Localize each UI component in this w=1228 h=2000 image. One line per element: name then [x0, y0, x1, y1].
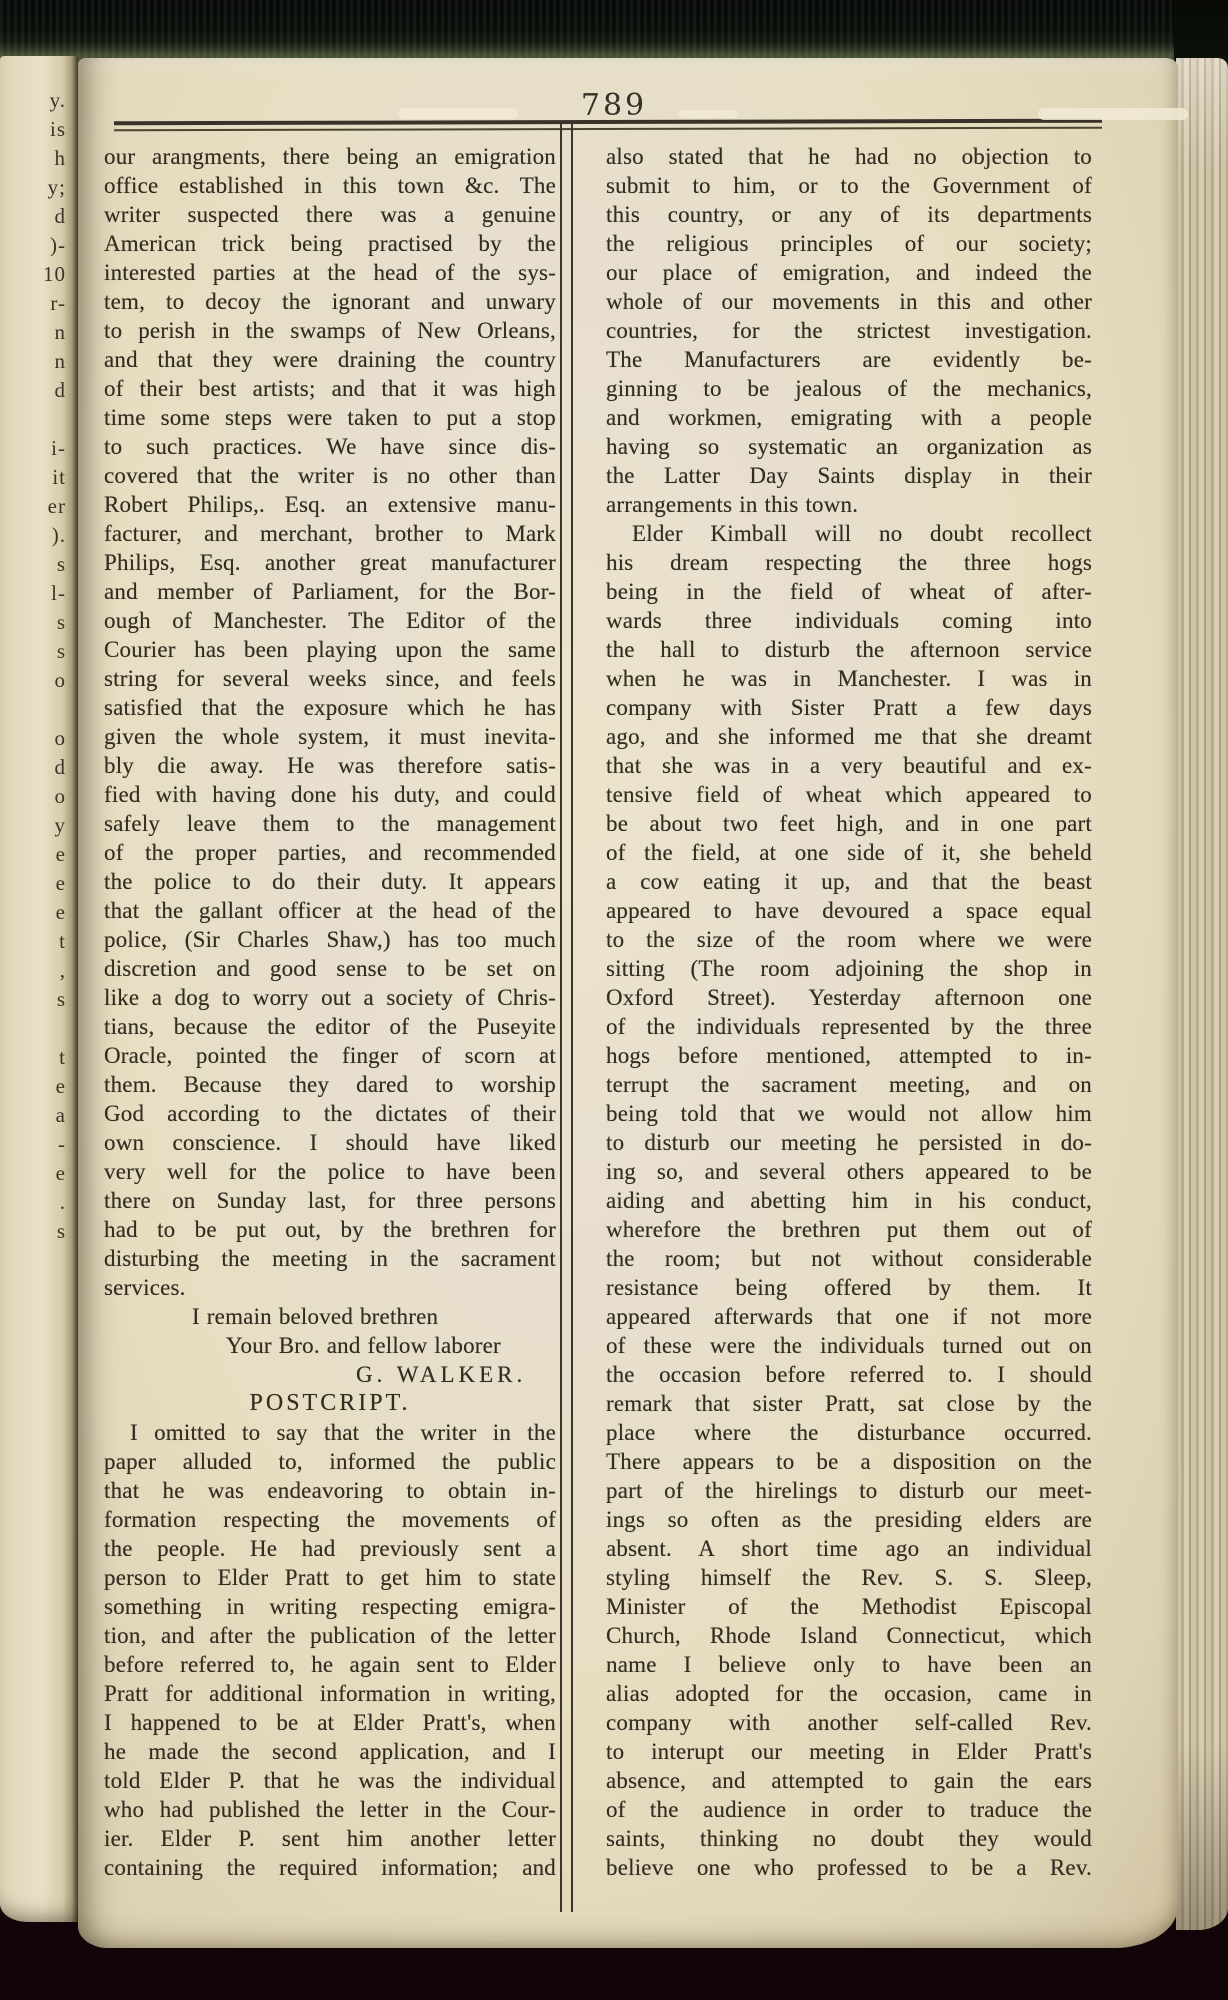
facing-page-text-fragments	[0, 56, 78, 1333]
text-line: d	[54, 378, 66, 402]
text-line: our place of emigration, and indeed the	[606, 260, 1092, 285]
text-line: e	[55, 1074, 66, 1098]
text-line: time some steps were taken to put a stop	[104, 405, 556, 430]
page-edge-highlight	[1038, 108, 1188, 120]
text-line: a cow eating it up, and that the beast	[606, 869, 1092, 894]
text-line: o	[54, 784, 66, 808]
text-line: countries, for the strictest investigation.	[606, 318, 1092, 343]
text-line: Philips, Esq. another great manufacturer	[104, 550, 556, 575]
text-line	[0, 1014, 66, 1043]
text-line: string for several weeks since, and feels	[104, 666, 556, 691]
facing-page-edge	[0, 56, 78, 1922]
text-line: the hall to disturb the afternoon service	[606, 637, 1092, 662]
text-line: office established in this town &c. The	[104, 173, 556, 198]
text-line: that she was in a very beautiful and ex-	[606, 753, 1092, 778]
text-line: appeared afterwards that one if not more	[606, 1304, 1092, 1329]
text-line: paper alluded to, informed the public	[104, 1449, 556, 1474]
text-line: absence, and attempted to gain the ears	[606, 1768, 1092, 1793]
header-rule	[114, 119, 1102, 132]
text-line: Robert Philips,. Esq. an extensive manu-	[104, 492, 556, 517]
text-line: Minister of the Methodist Episcopal	[606, 1594, 1092, 1619]
text-line: disturbing the meeting in the sacrament	[104, 1246, 556, 1271]
text-line: tians, because the editor of the Puseyite	[104, 1014, 556, 1039]
book-page	[78, 58, 1178, 1948]
text-line: hogs before mentioned, attempted to in-	[606, 1043, 1092, 1068]
text-line: bly die away. He was therefore satis-	[104, 753, 556, 778]
text-line: of their best artists; and that it was high	[104, 376, 556, 401]
text-line: aiding and abetting him in his conduct,	[606, 1188, 1092, 1213]
page-edge-highlight	[398, 108, 518, 119]
text-line: r-	[50, 291, 66, 315]
text-line: believe one who professed to be a Rev.	[606, 1855, 1092, 1880]
text-line: G. WALKER.	[356, 1362, 527, 1387]
text-line: facturer, and merchant, brother to Mark	[104, 521, 556, 546]
text-line: the religious principles of our society;	[606, 231, 1092, 256]
text-line: writer suspected there was a genuine	[104, 202, 556, 227]
text-line: them. Because they dared to worship	[104, 1072, 556, 1097]
text-line: ough of Manchester. The Editor of the	[104, 608, 556, 633]
text-line: n	[54, 349, 66, 373]
text-line: also stated that he had no objection to	[606, 144, 1092, 169]
text-line: to interupt our meeting in Elder Pratt's	[606, 1739, 1092, 1764]
text-line: 10	[43, 262, 66, 286]
text-line: ings so often as the presiding elders are	[606, 1507, 1092, 1532]
text-line: satisfied that the exposure which he has	[104, 695, 556, 720]
text-line: the people. He had previously sent a	[104, 1536, 556, 1561]
text-line: Your Bro. and fellow laborer	[226, 1333, 501, 1358]
text-line	[0, 1246, 66, 1275]
text-line: I remain beloved brethren	[192, 1304, 439, 1329]
text-line: own conscience. I should have liked	[104, 1130, 556, 1155]
text-line: o	[54, 668, 66, 692]
text-line: i-	[51, 436, 66, 460]
text-line: tensive field of wheat which appeared to	[606, 782, 1092, 807]
text-line: The Manufacturers are evidently be-	[606, 347, 1092, 372]
text-line: fied with having done his duty, and could	[104, 782, 556, 807]
text-line: Courier has been playing upon the same	[104, 637, 556, 662]
text-line: d	[54, 204, 66, 228]
text-line: who had published the letter in the Cour-	[104, 1797, 556, 1822]
text-line: name I believe only to have been an	[606, 1652, 1092, 1677]
text-line: .	[59, 1190, 66, 1214]
text-line: ago, and she informed me that she dreamt	[606, 724, 1092, 749]
text-line: tion, and after the publication of the letter	[104, 1623, 556, 1648]
text-line: -	[58, 1132, 66, 1156]
text-line: absent. A short time ago an individual	[606, 1536, 1092, 1561]
text-line	[0, 1275, 66, 1304]
page-edge-highlight	[678, 110, 738, 118]
text-line: of the individuals represented by the three	[606, 1014, 1092, 1039]
text-line: s	[56, 552, 66, 576]
text-line: e	[55, 842, 66, 866]
text-line: t	[59, 1045, 66, 1069]
text-line: the room; but not without considerable	[606, 1246, 1092, 1271]
text-line: of the audience in order to traduce the	[606, 1797, 1092, 1822]
text-line: e	[55, 871, 66, 895]
text-line: Pratt for additional information in writing,	[104, 1681, 556, 1706]
text-line: y;	[47, 175, 66, 199]
text-line: I omitted to say that the writer in the	[130, 1420, 556, 1445]
text-line: d	[54, 755, 66, 779]
text-line: being in the field of wheat of after-	[606, 579, 1092, 604]
text-line: y	[54, 813, 66, 837]
text-line: ).	[51, 523, 66, 547]
text-line	[0, 1304, 66, 1333]
text-line: something in writing respecting emigra-	[104, 1594, 556, 1619]
text-line: to the size of the room where we were	[606, 927, 1092, 952]
text-line: of these were the individuals turned out on	[606, 1333, 1092, 1358]
text-line: is	[49, 117, 66, 141]
page-number: 789	[580, 88, 648, 123]
book-cover-band	[0, 0, 1228, 62]
text-line: wherefore the brethren put them out of	[606, 1217, 1092, 1242]
text-line: h	[54, 146, 66, 170]
text-line: to disturb our meeting he persisted in do-	[606, 1130, 1092, 1155]
text-line: n	[54, 320, 66, 344]
text-line: the police to do their duty. It appears	[104, 869, 556, 894]
column-divider-rule	[560, 124, 573, 1912]
text-line: t	[59, 929, 66, 953]
text-line: the Latter Day Saints display in their	[606, 463, 1092, 488]
text-line: before referred to, he again sent to Elder	[104, 1652, 556, 1677]
text-line: terrupt the sacrament meeting, and on	[606, 1072, 1092, 1097]
text-line: our arangments, there being an emigration	[104, 144, 556, 169]
text-line: )-	[50, 233, 66, 257]
text-line: having so systematic an organization as	[606, 434, 1092, 459]
text-line: very well for the police to have been	[104, 1159, 556, 1184]
text-line: Church, Rhode Island Connecticut, which	[606, 1623, 1092, 1648]
text-line: and that they were draining the country	[104, 347, 556, 372]
text-line: submit to him, or to the Government of	[606, 173, 1092, 198]
text-line: and member of Parliament, for the Bor-	[104, 579, 556, 604]
text-line: of the proper parties, and recommended	[104, 840, 556, 865]
text-line: formation respecting the movements of	[104, 1507, 556, 1532]
text-line: appeared to have devoured a space equal	[606, 898, 1092, 923]
text-line: There appears to be a disposition on the	[606, 1449, 1092, 1474]
text-line: s	[56, 1219, 66, 1243]
text-line: this country, or any of its departments	[606, 202, 1092, 227]
text-line: arrangements in this town.	[606, 492, 859, 517]
text-line: saints, thinking no doubt they would	[606, 1826, 1092, 1851]
text-line: it	[52, 465, 66, 489]
text-line: he made the second application, and I	[104, 1739, 556, 1764]
left-text-column	[104, 142, 556, 1882]
text-line: ,	[59, 958, 66, 982]
text-line: containing the required information; and	[104, 1855, 556, 1880]
text-line: ier. Elder P. sent him another letter	[104, 1826, 556, 1851]
text-line: wards three individuals coming into	[606, 608, 1092, 633]
text-line: e	[55, 1161, 66, 1185]
text-line: o	[54, 726, 66, 750]
text-line: place where the disturbance occurred.	[606, 1420, 1092, 1445]
text-line: being told that we would not allow him	[606, 1101, 1092, 1126]
text-line: police, (Sir Charles Shaw,) has too much	[104, 927, 556, 952]
text-line: I happened to be at Elder Pratt's, when	[104, 1710, 556, 1735]
text-line: his dream respecting the three hogs	[606, 550, 1092, 575]
text-line: styling himself the Rev. S. S. Sleep,	[606, 1565, 1092, 1590]
text-line: to such practices. We have since dis-	[104, 434, 556, 459]
text-line: that the gallant officer at the head of the	[104, 898, 556, 923]
text-line: sitting (The room adjoining the shop in	[606, 956, 1092, 981]
text-line: that he was endeavoring to obtain in-	[104, 1478, 556, 1503]
text-line: s	[56, 610, 66, 634]
text-line: s	[56, 987, 66, 1011]
text-line: l-	[51, 581, 66, 605]
text-line: person to Elder Pratt to get him to state	[104, 1565, 556, 1590]
text-line	[0, 695, 66, 724]
text-line: part of the hirelings to disturb our meet-	[606, 1478, 1092, 1503]
text-line: like a dog to worry out a society of Chris-	[104, 985, 556, 1010]
text-line: the occasion before referred to. I should	[606, 1362, 1092, 1387]
text-line: be about two feet high, and in one part	[606, 811, 1092, 836]
text-line: interested parties at the head of the sys-	[104, 260, 556, 285]
text-line: s	[56, 639, 66, 663]
text-line: POSTCRIPT.	[249, 1390, 411, 1416]
text-line: safely leave them to the management	[104, 811, 556, 836]
text-line: services.	[104, 1275, 186, 1300]
text-line: covered that the writer is no other than	[104, 463, 556, 488]
text-line: ginning to be jealous of the mechanics,	[606, 376, 1092, 401]
text-line: given the whole system, it must inevita-	[104, 724, 556, 749]
text-line: told Elder P. that he was the individual	[104, 1768, 556, 1793]
text-line: whole of our movements in this and other	[606, 289, 1092, 314]
text-line: Elder Kimball will no doubt recollect	[632, 521, 1092, 546]
text-line: American trick being practised by the	[104, 231, 556, 256]
text-line: and workmen, emigrating with a people	[606, 405, 1092, 430]
text-line: had to be put out, by the brethren for	[104, 1217, 556, 1242]
text-line: tem, to decoy the ignorant and unwary	[104, 289, 556, 314]
text-line: remark that sister Pratt, sat close by the	[606, 1391, 1092, 1416]
text-line: Oracle, pointed the finger of scorn at	[104, 1043, 556, 1068]
text-line: there on Sunday last, for three persons	[104, 1188, 556, 1213]
text-line: of the field, at one side of it, she beheld	[606, 840, 1092, 865]
text-line: to perish in the swamps of New Orleans,	[104, 318, 556, 343]
right-text-column	[606, 142, 1092, 1882]
text-line: company with another self-called Rev.	[606, 1710, 1092, 1735]
text-line: alias adopted for the occasion, came in	[606, 1681, 1092, 1706]
text-line: y.	[49, 88, 66, 112]
page-stack-fore-edge	[1176, 58, 1228, 1930]
text-line: a	[55, 1103, 66, 1127]
text-line: when he was in Manchester. I was in	[606, 666, 1092, 691]
text-line: company with Sister Pratt a few days	[606, 695, 1092, 720]
text-line: er	[47, 494, 66, 518]
text-line: e	[55, 900, 66, 924]
text-line: discretion and good sense to be set on	[104, 956, 556, 981]
text-line	[0, 405, 66, 434]
text-line: Oxford Street). Yesterday afternoon one	[606, 985, 1092, 1010]
text-line: ing so, and several others appeared to be	[606, 1159, 1092, 1184]
text-line: resistance being offered by them. It	[606, 1275, 1092, 1300]
text-line: God according to the dictates of their	[104, 1101, 556, 1126]
